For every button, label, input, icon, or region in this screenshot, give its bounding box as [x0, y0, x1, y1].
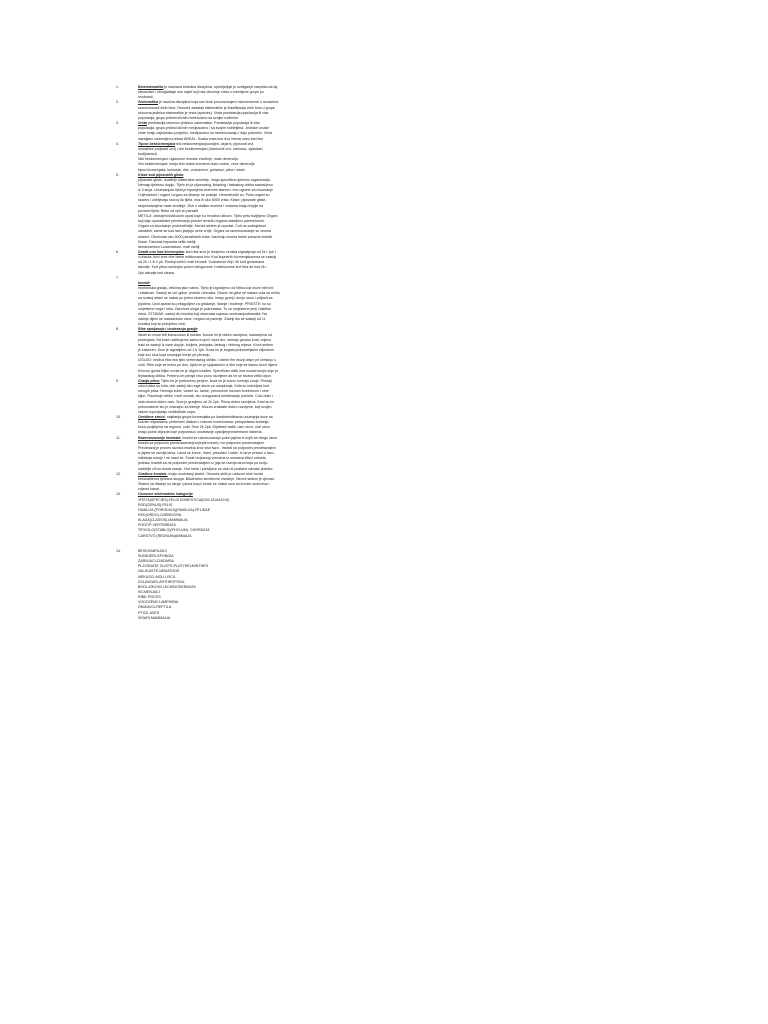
spacer: [116, 539, 326, 549]
item-line: bodljokosci): [138, 152, 157, 157]
item-line: je zatvoren. Srce je izgradjeno od 1 k 1pk. Koza im je bogata jednocelijskim zlijezdom: [138, 347, 275, 352]
item-line: udovi ptica su krila, dok zadnji dio noge sluze za odupiranje. Krila su izdvirljela kod: [138, 384, 270, 389]
item-line: nazaljavo zalmedjenu oblast AREAL. Svaka vrsta ima dva imena uoeo karl line: [138, 136, 264, 141]
item-line: vida veoma dobro razv. Srce je gradjeno od 2k 2pk. Pluca dobro razvijena. Kost su im: [138, 399, 275, 404]
item-line: RIBE-PISCES: [138, 595, 161, 600]
item-line: povrsini tijela. Neke od njih su paraziti: [138, 208, 199, 213]
item-line: zadnje dijelu se nalazaniske otvor i organi za parenje. Zadnji dio se sastoji od 11: [138, 317, 266, 322]
item-line: prslenjava. Na koze razlikujemo samo trupni i repni dio, nemaju gruduu kost, crijevo: [138, 337, 272, 342]
item-number: 14.: [116, 548, 121, 553]
item-line: 2pk takodje kod sisara.: [138, 270, 175, 275]
item-line: razpriostanjene male zivotinje. Zive u slatkim morima i vodama imaju trepije na: [138, 203, 264, 208]
item-line: nadilelje vili su dosta manje. Ove tekla i prelvljace se dok ne postane odrasle jedinke.: [138, 466, 274, 471]
item-line: crijevni kanal.: [138, 487, 160, 492]
item-line: PODTIP-VERTEBRATA: [138, 523, 176, 528]
list-item: [116, 121, 326, 142]
list-item: [116, 85, 326, 100]
item-line: slozeni i zahtjevaju razvoj do tijela. Ima ih oko 5000 vrsta. Klase: pljosnate gliste-: [138, 198, 267, 203]
item-number: 10.: [116, 415, 121, 419]
item-line: Gradja ptica: Tijelo im je prekriveno perjem, koza im je suva i nemaju znoje. Predaji: [138, 378, 272, 383]
item-line: kolutica koji su primjetno vrsti.: [138, 322, 186, 327]
item-line: Tipovi beskicmenjaka:nisi beskicmenjaci(sundjeri, zirjarni, pljosnati crvi,: [138, 141, 255, 146]
item-line: METILJI: obavijeni kutikulom oposi koje su mnoima ulikovo. Tijelo peta isvijtljeno Organi: [138, 213, 278, 218]
list-item: [116, 472, 326, 493]
item-line: takodje. Kod ptica rozdvojen pulevi okisgovane i mekisovane krvi tela da ima 2k i: [138, 265, 267, 270]
item-line: IZGLED: veciica riba ima tjelo vretenastog oblika. I ostrim fim mozji oblpn pri kretanju u: [138, 358, 277, 363]
item-line: od 2k i 1 ili 2 pk. Postoji veliki i mali krvotok. Vodozemci žirji i 3k kod gmizavaca: [138, 260, 265, 265]
item-line: populacija, grupu jedinki sličnih međusobno sa svojim rodičnim.: [138, 115, 239, 120]
list-item: [116, 173, 326, 250]
item-number: 5.: [116, 172, 119, 177]
item-line: Biosistematika je naučana biološka disciplina, opredjeljuje je sveligaeje csepeka da taj: [138, 85, 278, 89]
item-line: leptacstog oblika. Prebrno im peraje nisu puno razvijene da im se stvara veliki otpor.: [138, 373, 272, 378]
item-line: morfoloska gradja- veličina jako varira. Tijelo je izgradjeno od hitina koji može biti tvrd: [138, 286, 274, 291]
item-line: Klase kod pljosnatih glista: [138, 172, 184, 177]
item-line: ZGLAVKARI-ARTHROPODA: [138, 579, 185, 584]
list-item: [116, 276, 326, 328]
item-line: Građa ono kod kicmenjaka: kod riba srce je trodjelno venska izgradjenja od 1k i 1pk i: [138, 250, 276, 254]
item-line: osnovna jedinica sistematike je vrsta (species). Vrsta predstavlja populacija ili vise: [138, 110, 269, 115]
item-line: na svakoj strani se nalazi po jedno slozeno oko, imaju gornji i donju usnu i celjusti sa: [138, 296, 273, 301]
list-item: [116, 142, 326, 173]
item-line: dendroselium Louceolatum- mali metilj: [138, 244, 200, 249]
item-line: Klase: Fasciola hepacita veliki metilj: [138, 239, 196, 244]
item-line: VRSTA(SPECIES)-FELIS DOMESTICA(DIVLJA MACKA): [138, 497, 230, 502]
item-line: misci. STOMAK: zadnji dio insekta koji obuhvata najvecu unutrasnjostinsekta. Na: [138, 311, 267, 316]
item-number: 1.: [116, 85, 119, 89]
item-body: [138, 276, 326, 328]
item-line: i elastican. Sastoji se od: glave, prsista i zbrnaka. Glava: na glavi se nalaze oula za mirisi,: [138, 291, 281, 296]
item-number: 11.: [116, 435, 121, 440]
item-body: [138, 436, 326, 472]
item-line: KLASA(CLASSIS)-MAMMALIA: [138, 518, 188, 523]
item-line: Oreiđene struni: najstarija grupa kicmenjaka po karakteristikama unutrajnja koze sa: [138, 415, 273, 419]
item-line: ROD(GENUS)-FELIS: [138, 502, 173, 507]
item-number: 7.: [116, 275, 119, 280]
item-line: TIP,KOLO(STABLO)(PHYLUM)- CHORDATA: [138, 528, 210, 533]
item-line: Visi beskicmenjaci: imaju telo dosta vremena duze vodne, vece dimenzije: [138, 162, 255, 167]
item-line: nematime,zarjbacti crvi) i visi beskicmenjaci (clankoviti crvi, mekusci, zglavkari,: [138, 146, 264, 151]
item-line: populacija, grupu jedinki sličnih medjusobno i sa svojim roditeljima. Jedinke unutar: [138, 126, 269, 131]
item-line: Organi za izlucivanje protonefridije. Nervni sistem je urpcast. Cuti ne postojeksol: [138, 224, 266, 229]
list-item: [116, 327, 326, 379]
item-body: [138, 415, 326, 436]
item-line: BODLJOKOSCI-ECHINODERMATA: [138, 584, 196, 589]
item-line: VODOZEMCI-AMPHIBIA: [138, 600, 179, 605]
item-number: 4.: [116, 141, 119, 146]
item-body: [138, 492, 326, 538]
item-line: slozeni. Obuhvata oko 3000 parazitskih vrsta. Izazivaju veoma teske zarazne bolesti: [138, 234, 273, 239]
list-item: [116, 100, 326, 121]
item-line: mnogih ptica. Nemaju zube, vedee su, tanke, prevucene roznom tvorevinom i cine: [138, 389, 269, 394]
list-item: [116, 379, 326, 415]
item-line: koza podjeljena na regione, zubi. Srce 2k 2pk. Dijaframi traktl, usni otvor, oral otvor.: [138, 425, 271, 430]
numbered-list: [116, 85, 326, 621]
item-line: BESKICMENJACI: [138, 548, 167, 553]
item-line: MEKUSCI-MOLLUSCA: [138, 574, 176, 579]
item-line: jedinka. Insekti sa ne potpunim preobrazajem iz jaja se razvija larva koja po svoju: [138, 461, 268, 466]
item-line: Nemaju tjelesnu duplju, Tijelo im je pljosnatog, listastog i trakastog oblika sastavljeno: [138, 182, 273, 187]
item-line: bekarakterna tjelesna skupja. Bilateralno simetricne zivotinje. Nervni sistem je cjevast.: [138, 476, 275, 481]
item-line: raznovrsnosti živih bića. Osnovni zadatak sistematike je klasifikacija živih bića u grupe .: [138, 105, 277, 110]
item-body: [138, 472, 326, 493]
item-line: ili krozu gusta biljke zovlai im je izlged izrađen. Specifican oblik ima morski konjic koje je: [138, 368, 279, 373]
item-number: 2.: [116, 100, 119, 105]
item-line: ilanet im mozе biti kolosvosan ili kostan. Kosna im je dobro razvijena, sastavljena od: [138, 332, 273, 337]
item-line: v.ohsuta. krici srce ribe biese mikikovana kriv. Kod kopnenih kicmenjakaonca se sastoji: [138, 255, 277, 260]
item-number: 6.: [116, 250, 119, 254]
item-line: rabosvisni i otnogiatsaje sve svijet koji nas okružuje vrsta u odredjene grupe po: [138, 90, 264, 95]
item-number: 8.: [116, 327, 119, 332]
item-body: [138, 85, 326, 100]
item-line: KICMENJACI: [138, 590, 160, 594]
item-line: Razmnozavanje insekata. insekti se razmnozavaju polno jajima iz kojih se izlegu larve.: [138, 435, 278, 440]
item-line: PLJOSNATE GLISTE-PLATYHELMINTHES: [138, 564, 208, 569]
item-line: Preobrazaj je proces razvica insekta kroz vise faza . Insekti sa potpunim preobrazajem: [138, 445, 276, 450]
item-line: koji daju spustalnimi prirnirivanja prostor između organa naseljeno parenhimom.: [138, 219, 266, 224]
item-body: [138, 142, 326, 173]
item-line: Insekti:: [138, 280, 151, 285]
item-number: 13.: [116, 492, 121, 497]
item-line: kljun. Razdnoje velike i nvrli mozak, sto omogucava kombinaciju pokreta. Culo dulio i: [138, 394, 273, 399]
item-line: kosnim zlijezdama, prekriveni dlakom i roznom tvorevinama, petoprstasto kretanje,: [138, 420, 270, 425]
item-line: koje luci sluz koja smanjuje trenje pri plivanju.: [138, 353, 211, 358]
list-item: [116, 492, 326, 538]
item-line: Građene kordate. imaju unutrasnji skelet. Osnovni oblik je uzduzni stub horda: [138, 471, 263, 476]
item-body: [138, 379, 326, 415]
item-line: vodi. Ribe koje se krecu po dnu, tijelo im je spljostenko a ribe koje se kannu krozi dijene: [138, 363, 278, 368]
item-line: iz jajeta se razvija larva. Larva se krece, hrani, presvlaci i raste. Iz larve prelazi u fazu: [138, 451, 274, 456]
item-line: pneumaticne sto je znacajno za letenje. Mocno zrakaste dobro razvijene, koji svojim: [138, 404, 272, 409]
item-line: FAMILIJA (PORODICA)(FAMILIJA)-FELIDAE: [138, 507, 211, 512]
item-body: [138, 173, 326, 250]
item-line: pipcima. Usni aparat su prilagodjeni za grickanje, lizanje i bodenje. PRSISTE: ku su: [138, 301, 271, 306]
item-body: [138, 327, 326, 379]
list-item: [116, 415, 326, 436]
item-line: tipovi kicmenjaka: kolouste, ribe, vodozemci, gmizavci, ptice i sisari.: [138, 167, 246, 172]
item-line: udnadrži, same se kod larvi javljaju oene vrrije. Organi za razmnozavanje su veoma: [138, 229, 272, 234]
item-line: Ribe spoljasnja i unutrasnja gradja: [138, 327, 198, 332]
item-body: [138, 100, 326, 121]
item-line: Vrsta predstavlja osnovnu jedinicu sistematike. Predstavlja populacija ili vise: [138, 121, 260, 126]
item-line: Imaju polne zlijezde koje pofpomazu unutrasnje oplodjenjemdemtorni sistema.: [138, 430, 263, 435]
item-line: Osnovne sistematske kategorije: [138, 492, 193, 497]
list-item: [116, 436, 326, 472]
item-line: vrste imaju zajednicko porijeklo, medjusobno se razmnozavaju i daju potomke. Vrsta: [138, 131, 273, 136]
item-line: iz 3 sloja. Unutrasnjost tijela je ispunjena vezivnim tkanom. Imo ugrane za izlucivanje: [138, 188, 274, 193]
item-line: radom ispunjavaju vedikolikde zupa.: [138, 409, 196, 414]
item-line: SISARI-MAMMALIA: [138, 615, 171, 620]
item-line: pljosnate gliste- izvalthje bilateralne simetrije, imaju specifičnu tjelesnu organizaciju.: [138, 177, 272, 182]
item-line: traki se sastoji iz usne duplje, ždrijela, jednjaka, tankog i zbirnog crijeva. Krvni sistem: [138, 342, 273, 347]
item-line: RED(ORDO)-CARNIVORA: [138, 512, 182, 517]
item-body: [138, 250, 326, 276]
item-line: Nizi beskicmenjaci: uglavnom morske zivotinje, male dimenzije.: [138, 157, 239, 162]
item-line: VALJKASTE-NEMATODE: [138, 569, 180, 574]
item-line: SUNDJERI-SPONGIA: [138, 553, 174, 558]
item-line: Sistematika je naučna disciplina koja sve biosi prouzavanjem raznovrsnosti u oznacima: [138, 100, 279, 105]
item-line: srodnosti.: [138, 95, 154, 100]
list-item: [116, 549, 326, 621]
item-number: 9.: [116, 378, 119, 383]
item-number: 12.: [116, 471, 121, 476]
item-line: ZARNJACI-CNIDARIA: [138, 559, 174, 564]
item-number: 3.: [116, 121, 119, 126]
item-line: Insekti sa potpunim preobrazavanjem(leptiri,muve) i ne potpunim preobrazajem.: [138, 440, 266, 445]
item-line: CARSTVO (REGNUM)ANIMALIA: [138, 533, 192, 538]
item-line: Sistem za disanje su skrge i pluca kopol horde se nalazi srce sa krvnim sudovima i: [138, 482, 270, 487]
item-line: smjestene noge i krila. Osnovna uloga je pokretacka. Tu su smjestene jesti i taktilne: [138, 306, 272, 311]
item-line: Crijevaktom i organi i organi za disanje ne postoje. Hermafroditi su. Polni organi su: [138, 193, 270, 198]
list-item: [116, 250, 326, 276]
item-line: PTICE-AVES: [138, 610, 160, 615]
item-line: lutkekoja miruje i ne hrani se. Posle izvjesnog vremena iz omotaca kiluci odrasla: [138, 456, 266, 461]
item-line: GMIZAVCI-REPTILA: [138, 605, 172, 610]
item-body: [138, 121, 326, 142]
item-body: [138, 549, 326, 621]
